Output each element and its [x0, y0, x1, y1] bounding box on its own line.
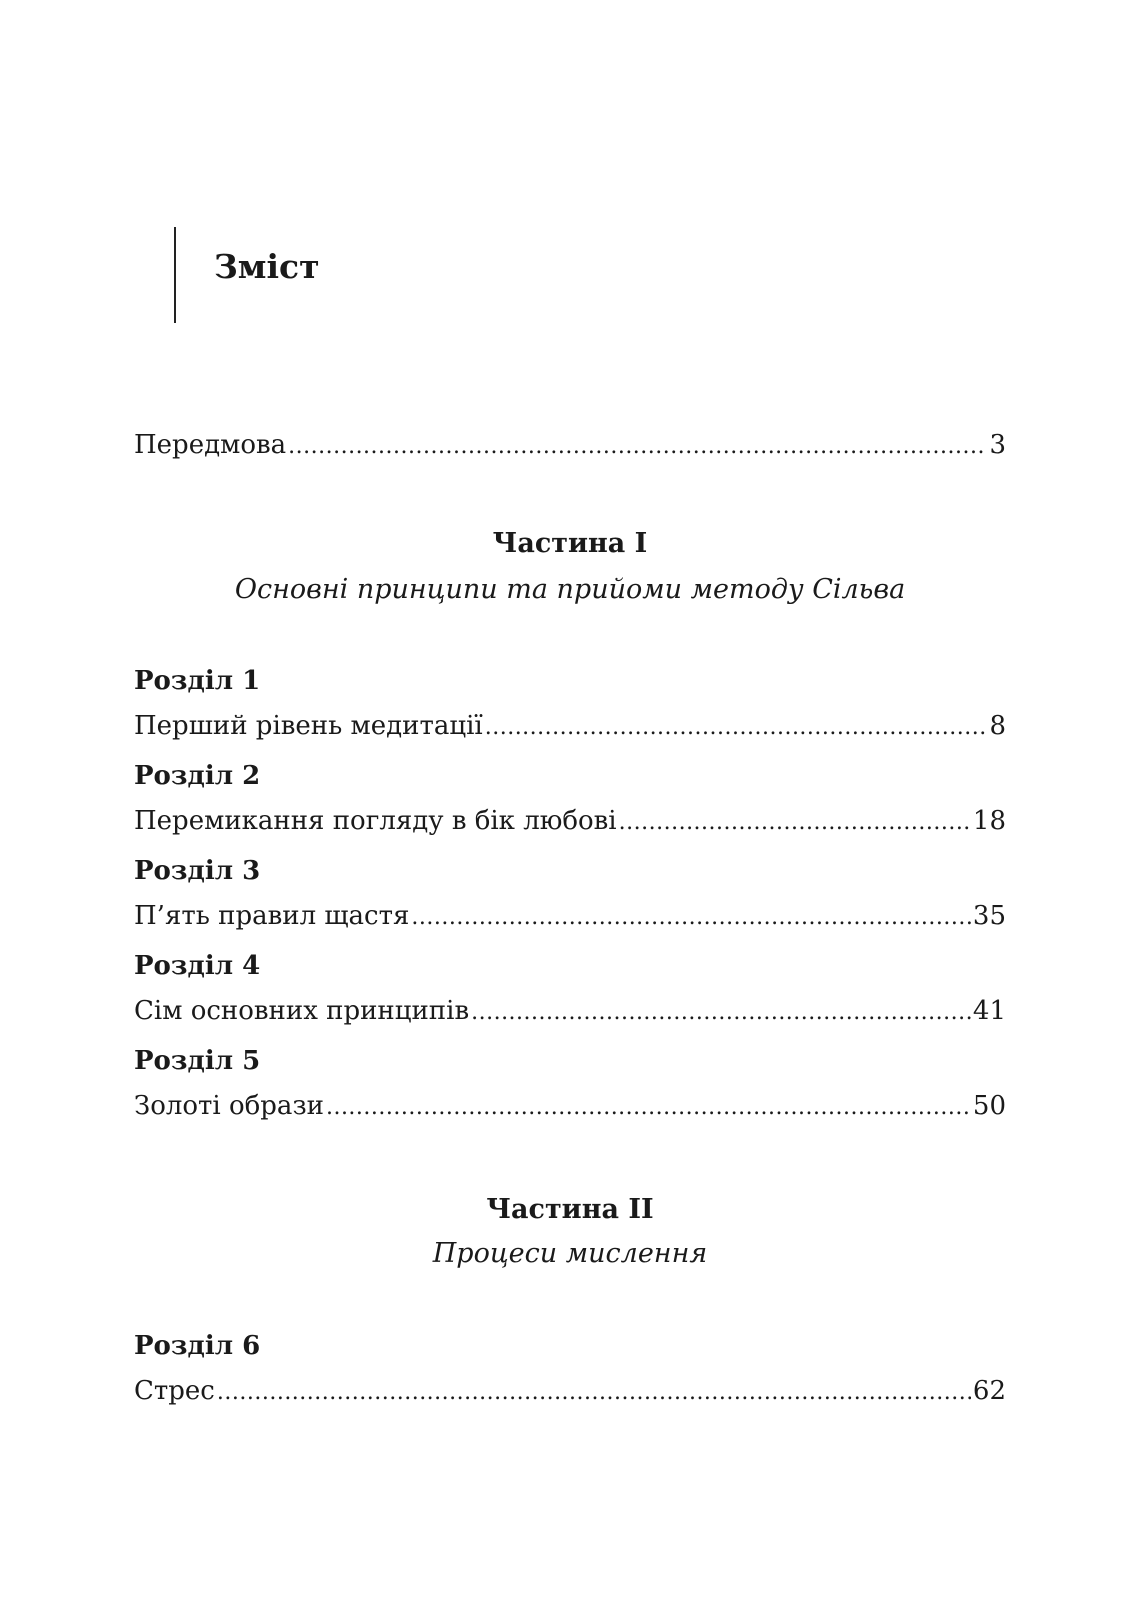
- dot-leader: [485, 717, 988, 739]
- toc-entry-page: 8: [989, 711, 1006, 741]
- toc-entry-page: 62: [972, 1376, 1006, 1406]
- chapter-label: Розділ 1: [134, 666, 261, 696]
- chapter-label: Розділ 2: [134, 761, 261, 791]
- toc-entry-title: Перший рівень медитації: [134, 711, 483, 741]
- part-subtitle: Основні принципи та прийоми методу Сільва: [234, 574, 906, 605]
- toc-entry-title: Сім основних принципів: [134, 996, 470, 1026]
- toc-entry-preface[interactable]: [134, 432, 1006, 458]
- toc-entry-chapter-4[interactable]: [134, 998, 1006, 1024]
- dot-leader: [411, 907, 971, 929]
- toc-entry-page: 18: [972, 806, 1006, 836]
- toc-entry-chapter-3[interactable]: [134, 903, 1006, 929]
- toc-entry-title: Передмова: [134, 430, 287, 460]
- part-heading: Частина II: [486, 1194, 654, 1225]
- toc-entry-chapter-6[interactable]: [134, 1378, 1006, 1404]
- chapter-label: Розділ 3: [134, 856, 261, 886]
- dot-leader: [217, 1382, 971, 1404]
- toc-entry-page: 3: [989, 430, 1006, 460]
- toc-entry-chapter-5[interactable]: [134, 1093, 1006, 1119]
- dot-leader: [326, 1097, 971, 1119]
- toc-entry-page: 50: [972, 1091, 1006, 1121]
- dot-leader: [288, 436, 987, 458]
- toc-entry-page: 35: [972, 901, 1006, 931]
- dot-leader: [619, 812, 971, 834]
- toc-entry-title: П’ять правил щастя: [134, 901, 410, 931]
- toc-entry-chapter-2[interactable]: [134, 808, 1006, 834]
- toc-entry-title: Золоті образи: [134, 1091, 324, 1121]
- page-title: Зміст: [214, 247, 320, 286]
- toc-entry-chapter-1[interactable]: [134, 713, 1006, 739]
- toc-entry-page: 41: [972, 996, 1006, 1026]
- toc-entry-title: Стрес: [134, 1376, 215, 1406]
- toc-entry-title: Перемикання погляду в бік любові: [134, 806, 617, 836]
- chapter-label: Розділ 6: [134, 1331, 261, 1361]
- part-heading: Частина I: [492, 528, 648, 559]
- title-rule: [174, 227, 176, 323]
- dot-leader: [471, 1002, 971, 1024]
- part-subtitle: Процеси мислення: [432, 1238, 708, 1269]
- chapter-label: Розділ 4: [134, 951, 261, 981]
- chapter-label: Розділ 5: [134, 1046, 261, 1076]
